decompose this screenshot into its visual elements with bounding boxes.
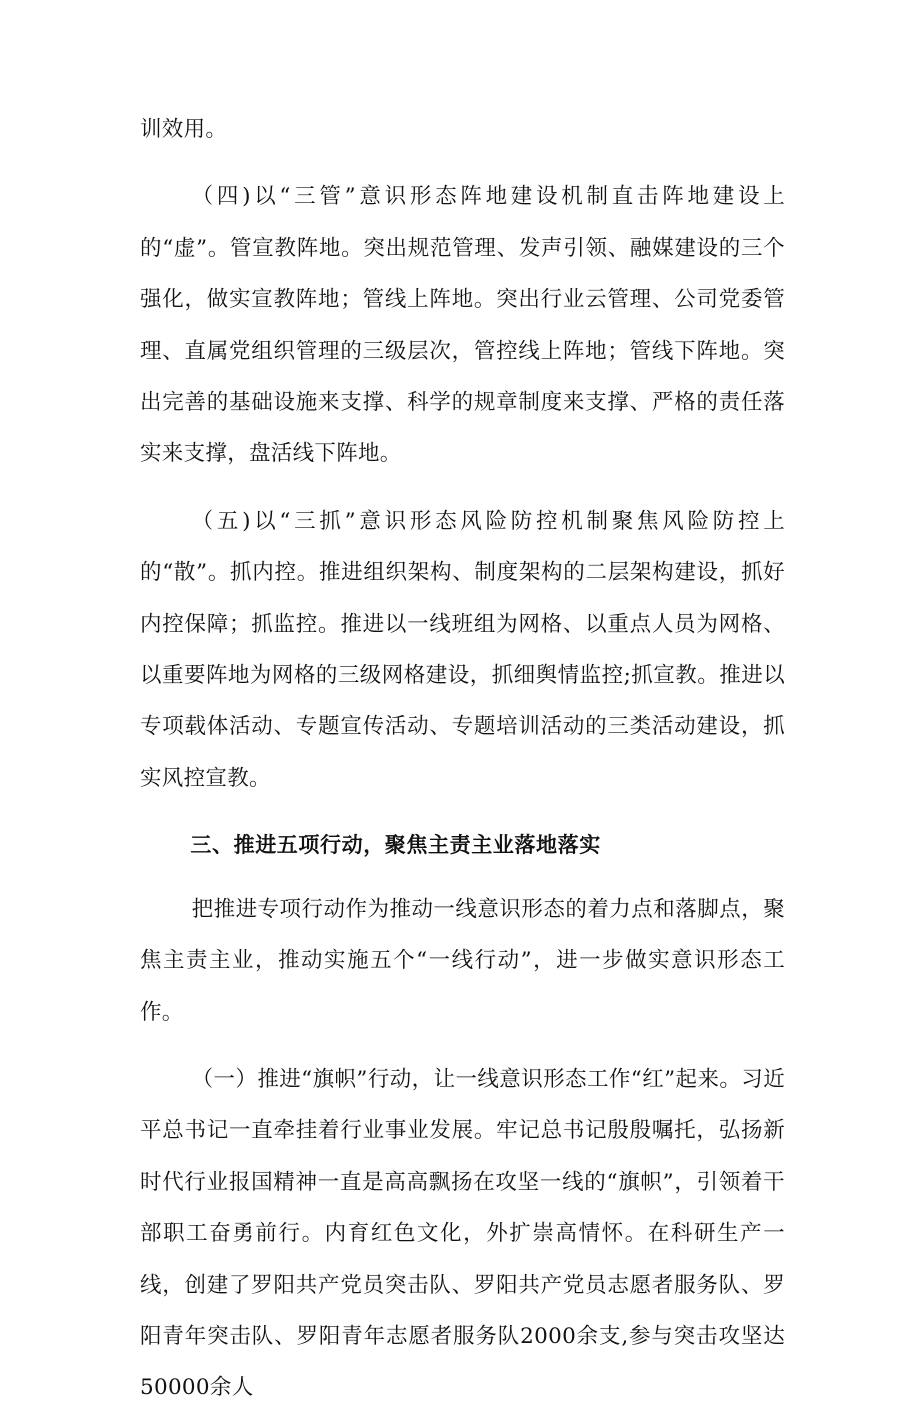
paragraph-intro-actions: 把推进专项行动作为推动一线意识形态的着力点和落脚点，聚焦主责主业，推动实施五个“一线行动”，进一步做实意识形态工作。 xyxy=(140,896,785,1025)
paragraph-section-four: （四)以“三管”意识形态阵地建设机制直击阵地建设上的“虚”。管宣教阵地。突出规范管理、发声引领、融媒建设的三个强化，做实宣教阵地；管线上阵地。突出行业云管理、公司党委管理、直属党组织管理的三级层次，管控线上阵地；管线下阵地。突出完善的基础设施来支撑、科学的规章制度来支撑、严格的责任落实来支撑，盘活线下阵地。 xyxy=(140,184,785,467)
paragraph-continuation: 训效用。 xyxy=(140,117,228,142)
document-body xyxy=(140,104,785,1414)
paragraph-section-five: （五)以“三抓”意识形态风险防控机制聚焦风险防控上的“散”。抓内控。推进组织架构、制度架构的二层架构建设，抓好内控保障；抓监控。推进以一线班组为网格、以重点人员为网格、以重要阵地为网格的三级网格建设，抓细舆情监控;抓宣教。推进以专项载体活动、专题宣传活动、专题培训活动的三类活动建设，抓实风控宣教。 xyxy=(140,508,785,791)
section-heading-three: 三、推进五项行动，聚焦主责主业落地落实 xyxy=(190,833,601,858)
paragraph-action-one: （一）推进“旗帜”行动，让一线意识形态工作“红”起来。习近平总书记一直牵挂着行业事业发展。牢记总书记殷殷嘱托，弘扬新时代行业报国精神一直是高高飘扬在攻坚一线的“旗帜”，引领着干部职工奋勇前行。内育红色文化，外扩崇高情怀。在科研生产一线，创建了罗阳共产党员突击队、罗阳共产党员志愿者服务队、罗阳青年突击队、罗阳青年志愿者服务队2000余支,参与突击攻坚达50000余人 xyxy=(140,1066,785,1401)
